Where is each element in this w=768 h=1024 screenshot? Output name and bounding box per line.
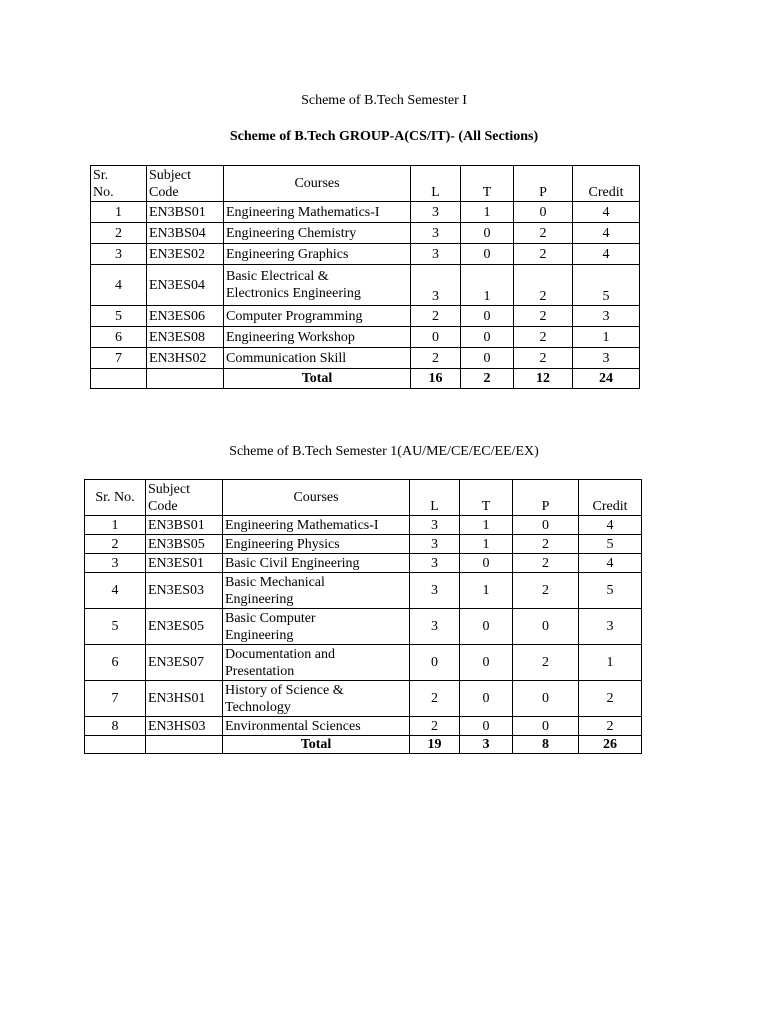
table-row [91,306,640,327]
cell-code: EN3BS01 [147,202,224,223]
cell-sr: 5 [85,609,146,645]
cell-empty [147,369,224,389]
cell-code: EN3HS03 [146,717,223,736]
total-label: Total [224,369,411,389]
cell-credit: 1 [579,645,642,681]
cell-course: Basic Civil Engineering [223,554,410,573]
cell-course: Engineering Workshop [224,327,411,348]
total-l: 16 [411,369,461,389]
cell-code: EN3ES06 [147,306,224,327]
cell-course: Basic Mechanical Engineering [223,573,410,609]
cell-code: EN3ES01 [146,554,223,573]
cell-l: 2 [410,717,460,736]
table-row [85,681,642,717]
cell-sr: 6 [91,327,147,348]
cell-p: 0 [514,202,573,223]
cell-p: 2 [513,573,579,609]
cell-l: 0 [411,327,461,348]
cell-p: 2 [514,327,573,348]
cell-t: 1 [460,573,513,609]
table-row [91,244,640,265]
semester-1-branches-heading: Scheme of B.Tech Semester 1(AU/ME/CE/EC/EE/EX) [229,444,539,459]
table-header-row [91,166,640,202]
cell-t: 1 [461,202,514,223]
cell-credit: 5 [573,265,640,306]
cell-t: 0 [460,681,513,717]
cell-sr: 7 [85,681,146,717]
cell-code: EN3HS01 [146,681,223,717]
table-row [85,554,642,573]
cell-sr: 2 [85,535,146,554]
table-row [91,327,640,348]
cell-p: 2 [514,265,573,306]
cell-course: History of Science & Technology [223,681,410,717]
total-p: 8 [513,736,579,754]
cell-empty [85,736,146,754]
table-row [91,202,640,223]
cell-sr: 8 [85,717,146,736]
cell-l: 3 [411,244,461,265]
col-header-sr-no: Sr. No. [91,166,147,202]
col-header-subject-code: Subject Code [147,166,224,202]
table-row [85,535,642,554]
cell-t: 0 [461,244,514,265]
cell-sr: 5 [91,306,147,327]
cell-p: 2 [513,645,579,681]
cell-l: 3 [410,573,460,609]
cell-t: 0 [460,609,513,645]
cell-t: 1 [460,535,513,554]
cell-sr: 4 [91,265,147,306]
cell-course: Engineering Mathematics-I [224,202,411,223]
branches-scheme-table [84,479,642,754]
cell-sr: 6 [85,645,146,681]
col-header-t: T [460,480,513,516]
cell-p: 0 [513,717,579,736]
col-header-l: L [410,480,460,516]
col-header-credit: Credit [573,166,640,202]
cell-t: 0 [461,306,514,327]
total-row [91,369,640,389]
cell-l: 3 [410,554,460,573]
cell-credit: 4 [573,244,640,265]
cell-sr: 1 [91,202,147,223]
col-header-credit: Credit [579,480,642,516]
cell-l: 3 [411,202,461,223]
group-a-scheme-table [90,165,640,389]
cell-credit: 4 [579,516,642,535]
table-row [91,265,640,306]
cell-l: 2 [410,681,460,717]
cell-t: 0 [460,717,513,736]
cell-sr: 3 [91,244,147,265]
cell-course: Engineering Mathematics-I [223,516,410,535]
col-header-p: P [514,166,573,202]
total-credit: 26 [579,736,642,754]
cell-sr: 7 [91,348,147,369]
cell-course: Environmental Sciences [223,717,410,736]
table-row [85,516,642,535]
cell-course: Basic Electrical & Electronics Engineering [224,265,411,306]
cell-l: 2 [411,348,461,369]
cell-t: 0 [460,554,513,573]
table-row [85,609,642,645]
cell-credit: 5 [579,573,642,609]
cell-sr: 4 [85,573,146,609]
cell-l: 3 [410,535,460,554]
cell-l: 3 [410,609,460,645]
cell-p: 2 [514,306,573,327]
cell-code: EN3HS02 [147,348,224,369]
cell-course: Engineering Graphics [224,244,411,265]
cell-credit: 2 [579,717,642,736]
cell-code: EN3ES05 [146,609,223,645]
cell-code: EN3BS01 [146,516,223,535]
cell-course: Engineering Chemistry [224,223,411,244]
total-t: 3 [460,736,513,754]
cell-l: 0 [410,645,460,681]
col-header-subject-code: Subject Code [146,480,223,516]
total-l: 19 [410,736,460,754]
cell-p: 0 [513,609,579,645]
cell-code: EN3ES04 [147,265,224,306]
cell-course: Communication Skill [224,348,411,369]
cell-p: 0 [513,516,579,535]
total-label: Total [223,736,410,754]
cell-t: 0 [461,327,514,348]
total-row [85,736,642,754]
total-p: 12 [514,369,573,389]
cell-l: 3 [411,265,461,306]
cell-credit: 4 [573,223,640,244]
cell-code: EN3ES02 [147,244,224,265]
col-header-l: L [411,166,461,202]
cell-empty [91,369,147,389]
table-row [85,645,642,681]
cell-credit: 3 [579,609,642,645]
cell-sr: 2 [91,223,147,244]
cell-credit: 1 [573,327,640,348]
cell-sr: 3 [85,554,146,573]
cell-l: 2 [411,306,461,327]
cell-t: 0 [461,223,514,244]
table-header-row [85,480,642,516]
cell-credit: 4 [573,202,640,223]
cell-empty [146,736,223,754]
col-header-courses: Courses [224,166,411,202]
col-header-courses: Courses [223,480,410,516]
col-header-sr-no: Sr. No. [85,480,146,516]
cell-code: EN3BS04 [147,223,224,244]
cell-course: Computer Programming [224,306,411,327]
cell-credit: 3 [573,348,640,369]
cell-p: 2 [513,535,579,554]
table-row [85,573,642,609]
cell-p: 0 [513,681,579,717]
cell-code: EN3ES07 [146,645,223,681]
cell-p: 2 [514,348,573,369]
cell-credit: 2 [579,681,642,717]
cell-t: 1 [461,265,514,306]
cell-p: 2 [514,223,573,244]
cell-t: 1 [460,516,513,535]
cell-t: 0 [460,645,513,681]
group-a-heading: Scheme of B.Tech GROUP-A(CS/IT)- (All Sections) [229,129,539,144]
cell-l: 3 [411,223,461,244]
cell-l: 3 [410,516,460,535]
cell-code: EN3BS05 [146,535,223,554]
cell-course: Basic Computer Engineering [223,609,410,645]
col-header-p: P [513,480,579,516]
cell-credit: 3 [573,306,640,327]
cell-sr: 1 [85,516,146,535]
table-row [85,717,642,736]
col-header-t: T [461,166,514,202]
total-credit: 24 [573,369,640,389]
cell-code: EN3ES03 [146,573,223,609]
cell-course: Documentation and Presentation [223,645,410,681]
cell-t: 0 [461,348,514,369]
table-row [91,223,640,244]
cell-course: Engineering Physics [223,535,410,554]
cell-credit: 4 [579,554,642,573]
cell-p: 2 [513,554,579,573]
total-t: 2 [461,369,514,389]
cell-p: 2 [514,244,573,265]
cell-code: EN3ES08 [147,327,224,348]
semester-heading: Scheme of B.Tech Semester I [301,93,467,108]
table-row [91,348,640,369]
cell-credit: 5 [579,535,642,554]
